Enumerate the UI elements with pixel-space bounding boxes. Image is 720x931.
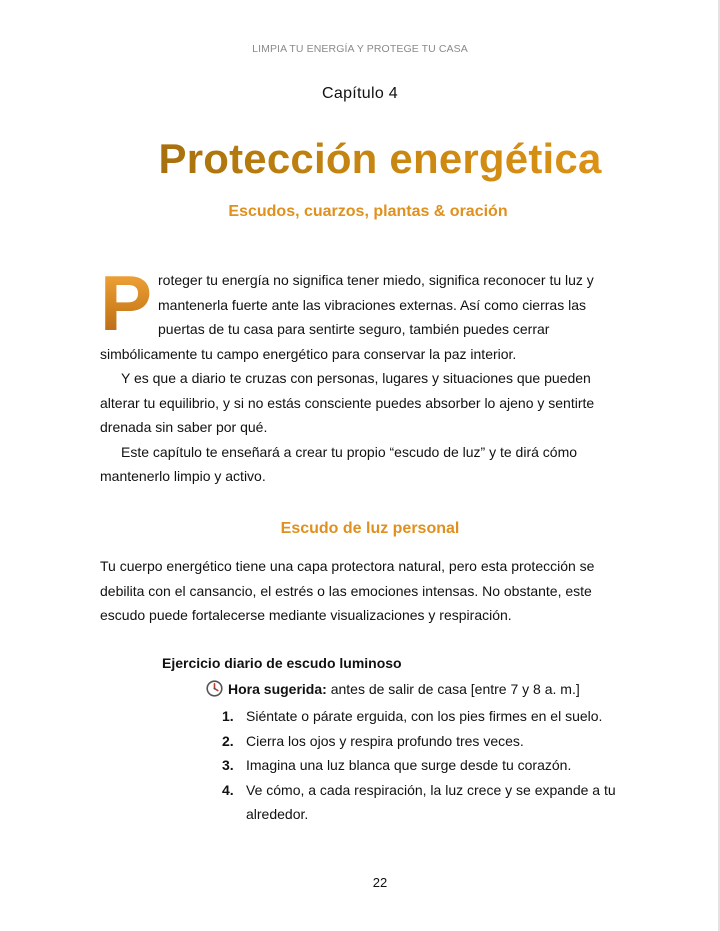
chapter-subtitle: Escudos, cuarzos, plantas & oración: [228, 203, 508, 220]
section-heading: Escudo de luz personal: [280, 520, 460, 537]
step-text: Siéntate o párate erguida, con los pies firmes en el suelo.: [246, 708, 603, 724]
step-text: Cierra los ojos y respira profundo tres veces.: [246, 732, 524, 749]
step-number: 3.: [222, 757, 234, 773]
intro-paragraph-1: [100, 259, 620, 366]
step-item: [222, 704, 622, 729]
step-text: Ve cómo, a cada respiración, la luz crece y se expande a tu alrededor.: [246, 781, 616, 822]
running-header: LIMPIA TU ENERGÍA Y PROTEGE TU CASA: [252, 43, 468, 55]
step-item: [222, 729, 622, 754]
drop-cap: P: [100, 270, 156, 340]
exercise-steps: [222, 704, 622, 827]
step-item: [222, 778, 622, 827]
step-number: 2.: [222, 732, 234, 749]
time-value: antes de salir de casa [entre 7 y 8 a. m.]: [326, 681, 580, 697]
step-number: 4.: [222, 781, 234, 798]
time-label: Hora sugerida:: [228, 681, 327, 697]
step-item: [222, 753, 622, 778]
step-text: Imagina una luz blanca que surge desde tu corazón.: [246, 757, 572, 773]
suggested-time: [206, 680, 580, 700]
chapter-label: Capítulo 4: [322, 85, 398, 102]
section-paragraph: Tu cuerpo energético tiene una capa protectora natural, pero esta protección se debilita con el cansancio, el estrés o las emociones intensas. No obstante, este escudo puede fortalecerse mediante visualizaciones y respiración.: [100, 558, 595, 623]
clock-icon: [206, 680, 223, 700]
intro-paragraph-3: Este capítulo te enseñará a crear tu propio “escudo de luz” y te dirá cómo mantenerlo limpio y activo.: [100, 443, 578, 484]
exercise-title: Ejercicio diario de escudo luminoso: [162, 655, 402, 671]
chapter-title: Protección energética: [0, 135, 720, 183]
intro-paragraph-1-text: roteger tu energía no significa tener miedo, significa reconocer tu luz y mantenerla fuerte ante las vibraciones externas. Así como cierras las puertas de tu casa para sentirte seguro, también puedes cerrar simbólicamente tu campo energético para conservar la paz interior.: [100, 272, 594, 362]
page-number: 22: [372, 875, 388, 890]
step-number: 1.: [222, 708, 234, 724]
intro-paragraph-2: Y es que a diario te cruzas con personas, lugares y situaciones que pueden alterar tu equilibrio, y si no estás consciente puedes absorber lo ajeno y sentirte drenada sin saber por qué.: [100, 370, 595, 435]
intro-text: [100, 259, 620, 489]
